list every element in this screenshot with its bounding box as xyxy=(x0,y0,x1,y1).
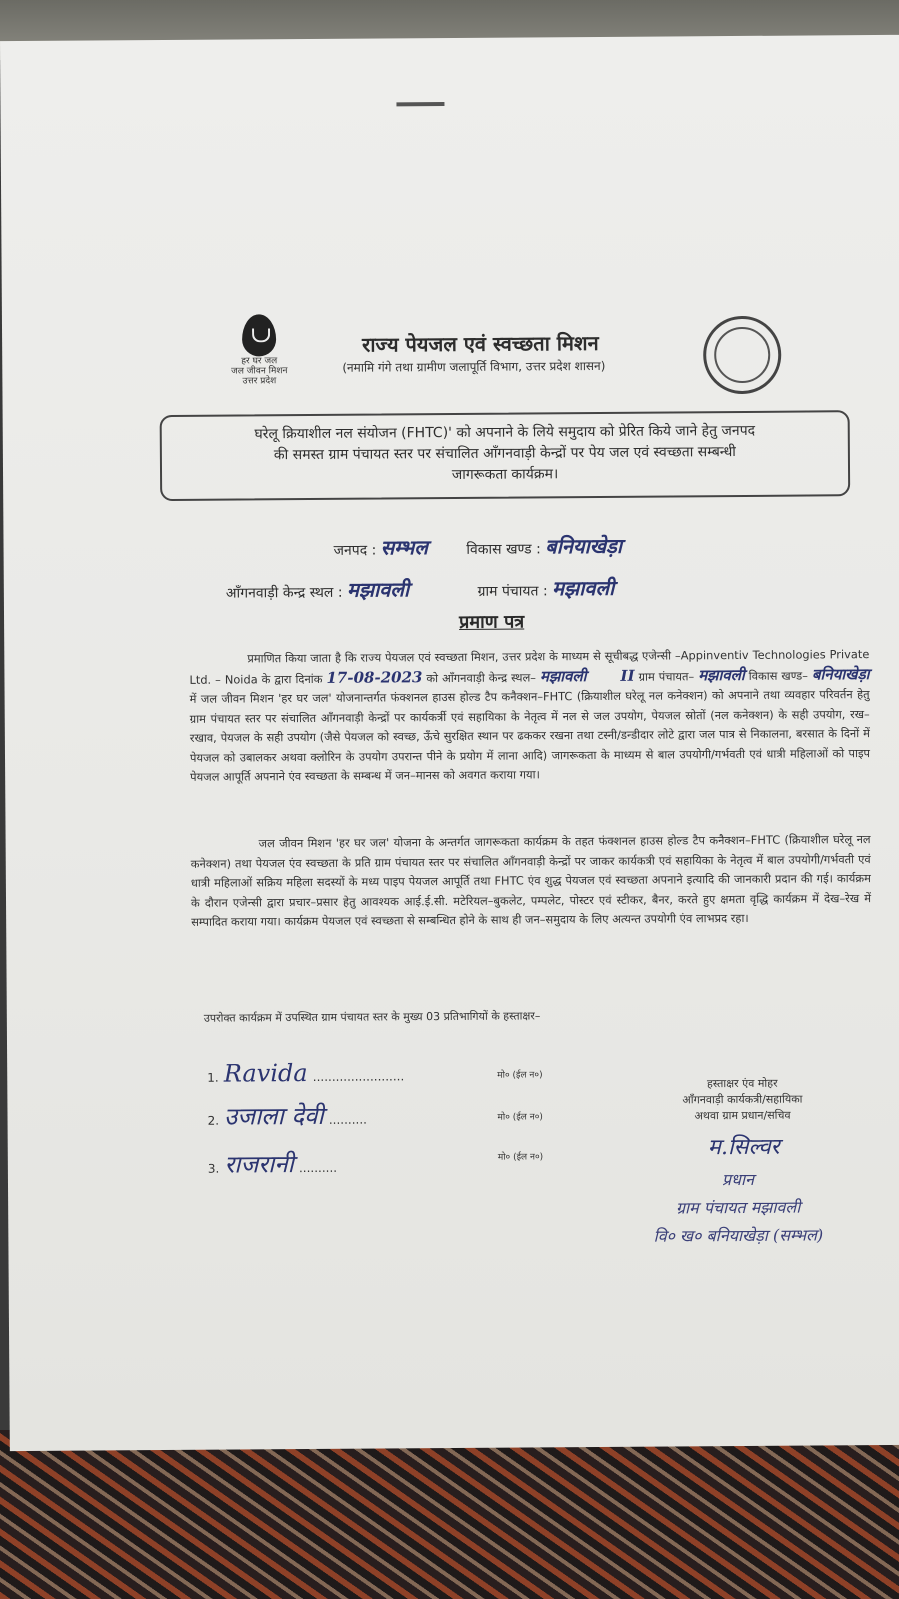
district-value: सम्भल xyxy=(380,535,428,560)
stamp-line-1: प्रधान xyxy=(721,1169,755,1190)
logo-line-2: जल जीवन मिशन xyxy=(231,366,288,377)
stamp-line-3: वि० ख० बनियाखेड़ा (सम्भल) xyxy=(653,1225,824,1246)
signature-name: उजाला देवी xyxy=(223,1101,324,1131)
signature-number: 3. xyxy=(207,1161,220,1176)
p1-part-d: ग्राम पंचायत– xyxy=(638,668,695,684)
background-carpet xyxy=(0,1430,899,1599)
p1-panchayat: मझावली xyxy=(698,665,745,684)
water-drop-icon xyxy=(242,314,276,356)
certificate-title: प्रमाण पत्र xyxy=(459,611,525,633)
signature-number: 2. xyxy=(207,1113,220,1128)
banner-line-1: घरेलू क्रियाशील नल संयोजन (FHTC)' को अपनाने के लिये समुदाय को प्रेरित किये जाने हेतु जनपद xyxy=(254,422,756,443)
centre-label: आँगनवाड़ी केन्द्र स्थल : xyxy=(225,584,343,602)
p1-date: 17-08-2023 xyxy=(326,667,423,687)
p1-part-b: Technologies Private Ltd. – Noida के द्वारा दिनांक xyxy=(189,647,870,687)
logo-line-1: हर घर जल xyxy=(241,356,278,367)
signature-name: राजरानी xyxy=(224,1150,294,1179)
signature-number: 1. xyxy=(207,1070,219,1085)
logo-line-3: उत्तर प्रदेश xyxy=(242,376,277,387)
signature-name: Ravida xyxy=(223,1059,308,1088)
org-title: राज्य पेयजल एवं स्वच्छता मिशन xyxy=(362,330,599,357)
seal-inner-ring xyxy=(714,327,770,383)
p2-text: जल जीवन मिशन 'हर घर जल' योजना के अन्तर्गत जागरूकता कार्यक्रम के तहत फंक्शनल हाउस होल्ड टैप कनैक्शन–FHTC (क्रियाशील घरेलू नल कनेक्शन) तथा पेयजल एंव स्वच्छता के प्रति ग्राम पंचायत स्तर पर संचालित आँगनवाड़ी केन्द्रों पर जाकर कार्यकत्री एवं सहायिका के नेतृत्व में बाल उपयोगी/गर्भवती एवं धात्री महिलाओं सक्रिय महिला सदस्यों के मध्य पाइप पेयजल आपूर्ति तथा FHTC एंव शुद्ध पेयजल एवं स्वच्छता अपनाने इत्यादि की जानकारी प्रदान की गई। कार्यक्रम के दौरान एजेन्सी द्वारा प्रचार–प्रसार हेतु आवश्यक आई.ई.सी. मटेरियल–बुकलेट, पम्पलेट, पोस्टर एवं स्टीकर, बैनर, करते हुए क्षमता वृद्धि कार्यक्रम में देख–रेख में सम्पादित कराया गया। कार्यक्रम पेयजल एवं स्वच्छता से सम्बन्धित होने के साथ ही जन–समुदाय के लिए अत्यन्त उपयोगी एंव लाभप्रद रहा। xyxy=(190,832,872,929)
p1-part-f: में जल जीवन मिशन 'हर घर xyxy=(189,691,308,706)
signature-row-2: 2. उजाला देवी .......... xyxy=(207,1101,368,1131)
program-banner xyxy=(160,410,851,501)
block-value: बनियाखेड़ा xyxy=(545,533,623,559)
pradhan-signature: म.सिल्वर xyxy=(707,1134,780,1161)
certificate-paragraph-2 xyxy=(191,830,872,932)
panchayat-value: मझावली xyxy=(552,575,615,601)
p1-centre: मझावली xyxy=(539,666,587,685)
ink-mark xyxy=(396,102,444,106)
banner-line-2: की समस्त ग्राम पंचायत स्तर पर संचालित आँगनवाड़ी केन्द्रों पर पेय जल एवं स्वच्छता सम्बन्धी xyxy=(273,444,736,464)
panchayat-label: ग्राम पंचायत : xyxy=(477,583,548,600)
block-label: विकास खण्ड : xyxy=(466,541,541,558)
authority-line-2: आँगनवाड़ी कार्यकत्री/सहायिका xyxy=(682,1092,803,1107)
signature-row-1: 1. Ravida ........................ xyxy=(207,1059,405,1088)
p1-part-a: प्रमाणित किया जाता है कि राज्य पेयजल एवं स्वच्छता मिशन, उत्तर प्रदेश के माध्यम से सूचीबद्ध एजेन्सी –Appinventiv xyxy=(247,647,749,666)
mobile-label-2: मो० (ईल न०) xyxy=(497,1112,543,1123)
banner-line-3: जागरूकता कार्यक्रम। xyxy=(451,466,559,483)
stamp-line-2: ग्राम पंचायत मझावली xyxy=(675,1197,801,1218)
org-subtitle: (नमामि गंगे तथा ग्रामीण जलापूर्ति विभाग, उत्तर प्रदेश शासन) xyxy=(342,358,606,375)
mobile-label-1: मो० (ईल न०) xyxy=(497,1070,543,1081)
pradhan-stamp xyxy=(618,1165,859,1251)
p1-block: बनियाखेड़ा xyxy=(811,664,870,683)
p1-part-c: को आँगनवाड़ी केन्द्र स्थल– xyxy=(426,669,537,685)
mobile-label-3: मो० (ईल न०) xyxy=(497,1152,544,1163)
p1-number: II xyxy=(620,666,635,685)
centre-field xyxy=(226,574,615,604)
authority-line-1: हस्ताक्षर एंव मोहर xyxy=(706,1076,778,1091)
signatures-intro: उपरोक्त कार्यक्रम में उपस्थित ग्राम पंचायत स्तर के मुख्य 03 प्रतिभागियों के हस्ताक्षर– xyxy=(203,1009,541,1025)
document-page xyxy=(0,35,899,1451)
p1-part-g: जल' योजनान्तर्गत फंक्शनल हाउस होल्ड टैप कनैक्शन–FHTC (क्रियाशील घरेलू नल कनेक्शन) को अपनाने तथा व्यवहार परिवर्तन हेतु ग्राम पंचायत स्तर पर संचालित आँगनवाड़ी केन्द्रों पर कार्यकर्त्री एवं सहायिका के नेतृत्व में नल से जल उपयोग, पेयजल स्रोतों (नल कनेक्शन) के सही उपयोग, रख–रखाव, पेयजल के सही उपयोग (जैसे पेयजल को स्वच्छ, ऊँचे सुरक्षित स्थान पर ढककर रखना तथा टस्नी/डन्डीदार लोटे द्वारा जल पात्र से निकालना, बरसात के दिनों में पेयजल को उबालकर अथवा क्लोरिन के उपयोग उपरान्त पीने के प्रयोग में लाना आदि) जागरूकता के माध्यम से बाल उपयोगी/गर्भवती एवं धात्री महिलाओं को पाइप पेयजल आपूर्ति अपनाने एंव स्वच्छता के सम्बन्ध में जन–मानस को अवगत कराया गया। xyxy=(189,687,871,784)
authority-line-3: अथवा ग्राम प्रधान/सचिव xyxy=(694,1108,791,1123)
jal-jeevan-logo xyxy=(227,314,292,386)
certificate-paragraph-1 xyxy=(189,645,870,787)
district-field xyxy=(333,532,622,561)
signature-row-3: 3. राजरानी .......... xyxy=(207,1150,338,1179)
authority-block xyxy=(647,1075,837,1124)
p1-part-e: विकास खण्ड– xyxy=(748,668,808,683)
up-govt-seal-icon xyxy=(703,316,782,395)
centre-value: मझावली xyxy=(346,577,410,602)
district-label: जनपद : xyxy=(333,542,377,559)
